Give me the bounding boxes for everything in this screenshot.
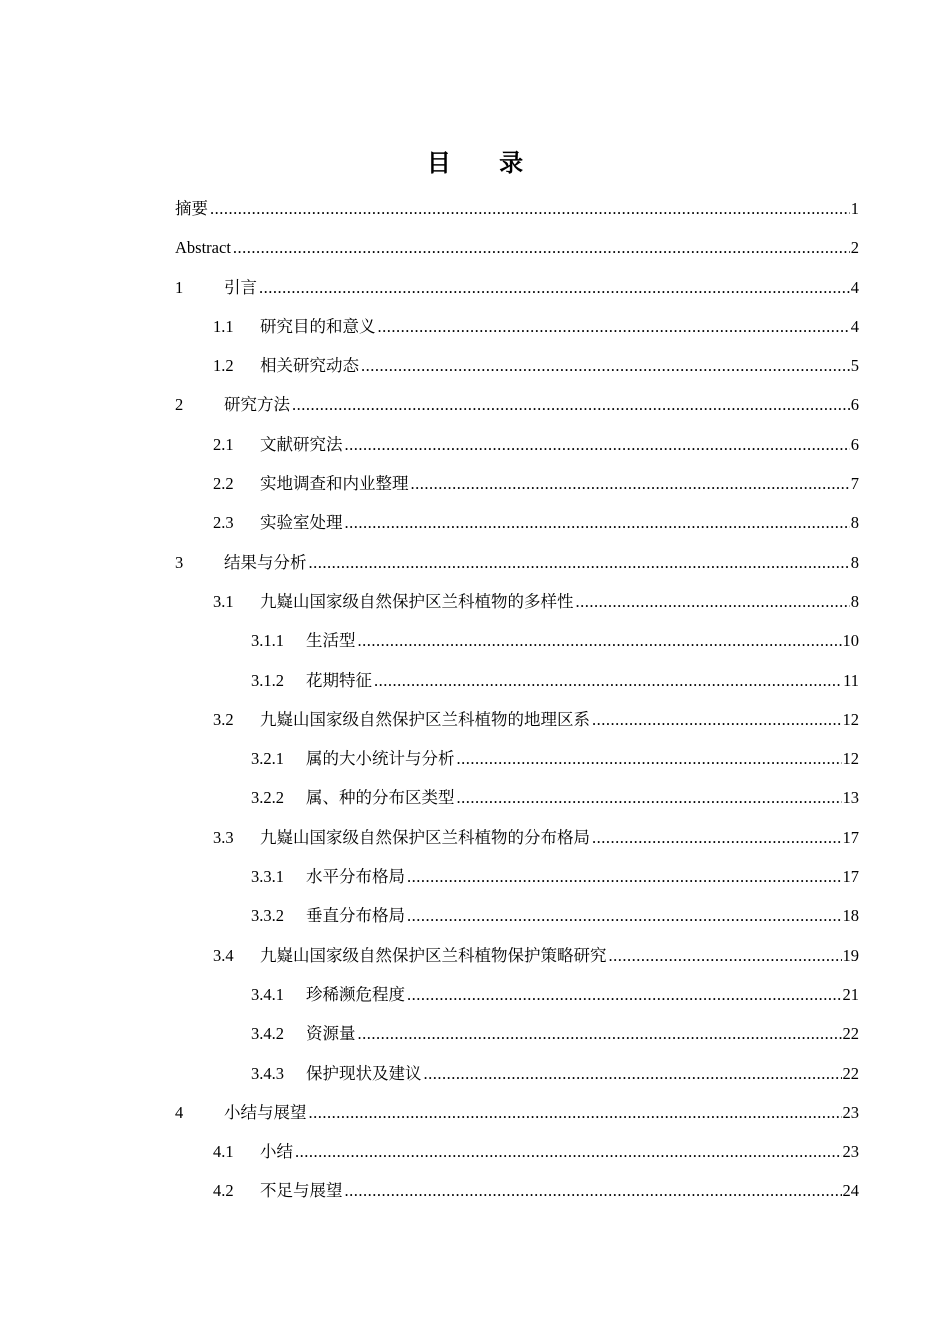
toc-entry-page: 18 — [842, 906, 859, 926]
toc-entry-number: 3.2.1 — [251, 749, 284, 769]
toc-entry-label: 实地调查和内业整理 — [260, 474, 409, 494]
toc-entry-label: 摘要 — [175, 199, 208, 218]
toc-entry-page: 21 — [842, 984, 859, 1004]
toc-entry-label: 九嶷山国家级自然保护区兰科植物保护策略研究 — [260, 945, 607, 965]
dot-leader — [309, 548, 850, 578]
toc-entry-page: 1 — [850, 199, 859, 218]
dot-leader — [457, 744, 842, 774]
table-of-contents — [175, 194, 859, 1216]
toc-entry-number: 3.1.2 — [251, 670, 284, 690]
toc-entry-page: 12 — [842, 749, 859, 769]
toc-entry[interactable] — [175, 1176, 859, 1215]
dot-leader — [407, 980, 842, 1010]
toc-entry-page: 17 — [842, 867, 859, 887]
toc-entry-label: 生活型 — [306, 631, 356, 651]
toc-entry[interactable] — [175, 351, 859, 390]
dot-leader — [576, 587, 850, 617]
toc-entry-label: 不足与展望 — [260, 1181, 343, 1201]
toc-entry-number: 3.4.3 — [251, 1063, 284, 1083]
toc-entry-label: 九嶷山国家级自然保护区兰科植物的地理区系 — [260, 709, 590, 729]
toc-entry-number: 2 — [175, 395, 184, 415]
toc-entry-label: 文献研究法 — [260, 434, 343, 454]
toc-entry[interactable] — [175, 1137, 859, 1176]
dot-leader — [361, 351, 850, 381]
dot-leader — [233, 233, 850, 263]
toc-entry-label: 保护现状及建议 — [306, 1063, 422, 1083]
toc-entry-number: 3.4.2 — [251, 1024, 284, 1044]
toc-entry-label: 九嶷山国家级自然保护区兰科植物的分布格局 — [260, 827, 590, 847]
toc-entry-number: 3.2.2 — [251, 788, 284, 808]
toc-entry-page: 7 — [850, 474, 859, 494]
toc-entry-page: 23 — [842, 1102, 859, 1122]
toc-entry[interactable] — [175, 1019, 859, 1058]
toc-entry[interactable] — [175, 587, 859, 626]
toc-entry[interactable] — [175, 705, 859, 744]
toc-entry-number: 2.1 — [213, 434, 234, 454]
toc-entry-label: 实验室处理 — [260, 513, 343, 533]
dot-leader — [345, 1176, 842, 1206]
dot-leader — [609, 941, 842, 971]
toc-entry-page: 10 — [842, 631, 859, 651]
toc-entry-number: 3.3.2 — [251, 906, 284, 926]
toc-entry[interactable] — [175, 783, 859, 822]
toc-entry-number: 3.4 — [213, 945, 234, 965]
toc-entry-label: 相关研究动态 — [260, 356, 359, 376]
toc-entry[interactable] — [175, 744, 859, 783]
toc-entry-label: Abstract — [175, 238, 231, 258]
toc-entry[interactable] — [175, 901, 859, 940]
toc-entry-page: 8 — [850, 513, 859, 533]
dot-leader — [378, 312, 850, 342]
toc-entry-label: 属的大小统计与分析 — [306, 749, 455, 769]
dot-leader — [345, 508, 850, 538]
toc-entry-page: 2 — [850, 238, 859, 258]
toc-entry-page: 6 — [850, 434, 859, 454]
toc-entry-page: 6 — [850, 395, 859, 415]
toc-entry-label: 引言 — [224, 277, 257, 297]
toc-entry-page: 12 — [842, 709, 859, 729]
toc-entry[interactable] — [175, 823, 859, 862]
toc-entry[interactable] — [175, 430, 859, 469]
page-title: 目 录 — [426, 149, 544, 177]
dot-leader — [407, 862, 842, 892]
dot-leader — [309, 1098, 842, 1128]
toc-entry-number: 1.1 — [213, 316, 234, 336]
toc-entry[interactable] — [175, 1098, 859, 1137]
toc-entry[interactable] — [175, 862, 859, 901]
toc-entry-page: 22 — [842, 1063, 859, 1083]
toc-entry-label: 花期特征 — [306, 670, 372, 690]
dot-leader — [292, 390, 850, 420]
toc-entry-page: 11 — [843, 670, 859, 690]
toc-entry-label: 研究目的和意义 — [260, 316, 376, 336]
dot-leader — [358, 1019, 842, 1049]
dot-leader — [592, 705, 842, 735]
toc-entry-label: 小结 — [260, 1142, 293, 1162]
toc-entry[interactable] — [175, 390, 859, 429]
dot-leader — [358, 626, 842, 656]
toc-entry-label: 珍稀濒危程度 — [306, 984, 405, 1004]
toc-entry[interactable] — [175, 233, 859, 272]
toc-entry-label: 结果与分析 — [224, 552, 307, 572]
toc-entry-label: 小结与展望 — [224, 1102, 307, 1122]
toc-entry[interactable] — [175, 273, 859, 312]
toc-entry[interactable] — [175, 548, 859, 587]
toc-entry-label: 资源量 — [306, 1024, 356, 1044]
dot-leader — [259, 273, 850, 303]
dot-leader — [592, 823, 842, 853]
toc-entry-label: 属、种的分布区类型 — [306, 788, 455, 808]
toc-entry-number: 3.1.1 — [251, 631, 284, 651]
dot-leader — [424, 1059, 842, 1089]
toc-entry-number: 2.3 — [213, 513, 234, 533]
dot-leader — [407, 901, 842, 931]
toc-entry-number: 3.3.1 — [251, 867, 284, 887]
toc-entry-label: 研究方法 — [224, 395, 290, 415]
toc-entry[interactable] — [175, 980, 859, 1019]
toc-entry-page: 22 — [842, 1024, 859, 1044]
dot-leader — [345, 430, 850, 460]
toc-entry-page: 17 — [842, 827, 859, 847]
toc-entry-page: 19 — [842, 945, 859, 965]
toc-entry-label: 九嶷山国家级自然保护区兰科植物的多样性 — [260, 591, 574, 611]
toc-entry-number: 4.2 — [213, 1181, 234, 1201]
toc-entry-page: 8 — [850, 591, 859, 611]
toc-entry-page: 13 — [842, 788, 859, 808]
toc-entry-page: 4 — [850, 277, 859, 297]
dot-leader — [210, 194, 850, 224]
toc-entry-label: 水平分布格局 — [306, 867, 405, 887]
toc-entry-number: 3.2 — [213, 709, 234, 729]
toc-entry-number: 3.4.1 — [251, 984, 284, 1004]
toc-entry-number: 4.1 — [213, 1142, 234, 1162]
toc-entry[interactable] — [175, 508, 859, 547]
toc-entry-number: 2.2 — [213, 474, 234, 494]
toc-entry-page: 8 — [850, 552, 859, 572]
toc-entry-number: 3.1 — [213, 591, 234, 611]
toc-entry[interactable] — [175, 1059, 859, 1098]
toc-entry-label: 垂直分布格局 — [306, 906, 405, 926]
dot-leader — [411, 469, 850, 499]
toc-entry[interactable] — [175, 666, 859, 705]
toc-entry-number: 3.3 — [213, 827, 234, 847]
toc-entry-page: 5 — [850, 356, 859, 376]
toc-entry-page: 4 — [850, 316, 859, 336]
toc-entry-number: 1.2 — [213, 356, 234, 376]
dot-leader — [374, 666, 842, 696]
toc-entry[interactable] — [175, 626, 859, 665]
toc-entry[interactable] — [175, 941, 859, 980]
toc-entry-page: 23 — [842, 1142, 859, 1162]
toc-entry-number: 4 — [175, 1102, 184, 1122]
toc-entry-number: 1 — [175, 277, 184, 297]
dot-leader — [457, 783, 842, 813]
toc-entry[interactable] — [175, 312, 859, 351]
toc-entry-number: 3 — [175, 552, 184, 572]
toc-entry[interactable] — [175, 469, 859, 508]
toc-entry[interactable] — [175, 194, 859, 233]
toc-entry-page: 24 — [842, 1181, 859, 1201]
dot-leader — [295, 1137, 842, 1167]
